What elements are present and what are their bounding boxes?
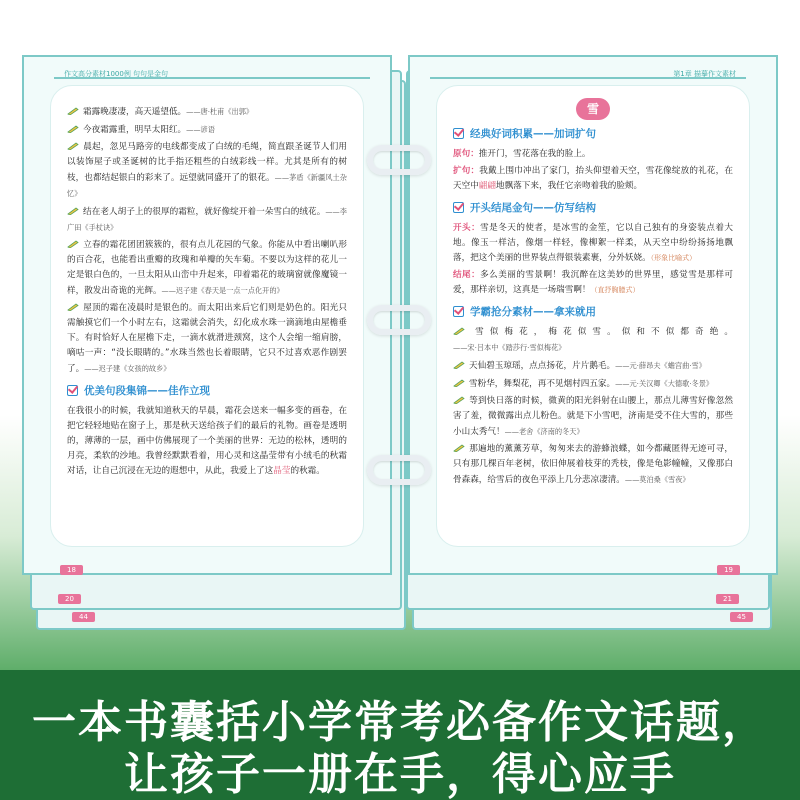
quote-item [67, 301, 347, 377]
label-original: 原句： [453, 149, 479, 159]
open-book [22, 55, 778, 595]
opening-text: 雪是冬天的使者，是冰雪的金笙，它以自己独有的身姿装点着大地。像玉一样洁，像烟一样轻，像柳絮一样柔，从天空中纷纷扬扬地飘落，把这个美丽的世界装点得银装素裹，分外妖娆。 [453, 223, 733, 263]
section-title-text: 优美句段集锦——佳作立现 [84, 385, 210, 397]
quote-item [67, 204, 347, 236]
item-source: ——李广田《手杖诀》 [67, 207, 347, 232]
page-number-44: 44 [72, 612, 95, 622]
section-title-text: 开头结尾金句——仿写结构 [470, 202, 596, 214]
item-text: 那遍地的薰薰芳草，匆匆来去的游蜂浪蝶，如今都藏匿得无迹可寻，只有那几棵百年老树，依旧伸展着枝芽的秃枝，像是龟影幢幢，又像那白骨森森，给雪后的夜色平添上几分悲凉凄清。 [453, 444, 733, 485]
item-source: ——茅盾《新疆风土杂忆》 [67, 173, 347, 198]
checkbox-icon [453, 306, 464, 317]
ending-text: 多么美丽的雪景啊！我沉醉在这美妙的世界里，感觉雪是那样可爱，那样亲切，这真是一场瑞雪啊！ [453, 270, 733, 295]
material-item [453, 376, 733, 392]
material-list [453, 325, 733, 488]
excerpt-highlight: 晶莹 [273, 466, 291, 476]
excerpt-text-post: 的秋霜。 [290, 466, 325, 476]
checkbox-icon [67, 385, 78, 396]
material-item [453, 358, 733, 374]
right-page-content [436, 85, 750, 547]
checkbox-icon [453, 128, 464, 139]
item-source: ——迟子建《春天是一点一点化开的》 [161, 286, 284, 295]
section-title-materials [453, 304, 733, 319]
page-number-20: 20 [58, 594, 81, 604]
binder-ring [367, 145, 431, 175]
material-item [453, 394, 733, 440]
item-text: 立春的霜花团团簇簇的，很有点儿花园的气象。你能从中看出喇叭形的百合花，也能看出重瓣的玫瑰和单瓣的矢车菊。不要以为这样的花儿一定是银白色的，一旦太阳从山峦中升起来，印着霜花的玻璃窗就像魔镜一样，散发出奇诡的光辉。 [67, 240, 347, 296]
pen-icon [453, 379, 465, 387]
opening-paragraph [453, 221, 733, 266]
item-source: ——莫泊桑《雪夜》 [624, 475, 690, 484]
page-number-21: 21 [716, 594, 739, 604]
pen-icon [67, 207, 79, 215]
original-text: 推开门，雪花落在我的脸上。 [478, 149, 591, 159]
pen-icon [453, 361, 465, 369]
quote-item [67, 238, 347, 299]
binder-ring [367, 455, 431, 485]
item-text: 雪似梅花，梅花似雪。似和不似都奇绝。 [469, 327, 733, 337]
original-sentence [453, 147, 733, 162]
paragraph-list [67, 104, 347, 377]
item-source: ——元·薛昂夫《蟾宫曲·雪》 [615, 361, 706, 370]
quote-item [67, 140, 347, 202]
item-text: 天仙碧玉琼瑶，点点扬花，片片鹅毛。 [469, 361, 616, 371]
checkbox-icon [453, 202, 464, 213]
quote-item [67, 122, 347, 138]
section-title-text: 经典好词积累——加词扩句 [470, 128, 596, 140]
pen-icon [453, 444, 465, 452]
material-item [453, 325, 733, 356]
label-ending: 结尾： [453, 270, 481, 280]
style-tag: （形象比喻式） [650, 254, 697, 262]
label-opening: 开头： [453, 223, 481, 233]
section-title-excerpts [67, 383, 347, 398]
item-text: 雪粉华，舞梨花，再不见烟村四五家。 [469, 379, 616, 389]
left-page-content [50, 85, 364, 547]
section-title-openings [453, 200, 733, 215]
page-number-45: 45 [730, 612, 753, 622]
excerpt-text-pre: 在我很小的时候，我就知道秋天的早晨，霜花会送来一幅多变的画卷，在把它轻轻地贴在窗子上，那是秋天送给孩子们的最后的礼物。画卷是透明的，薄薄的一层，画中仿佛展现了一个美丽的世界：无边的松林，透明的月亮，柔软的沙地。我曾经默默看着，用心灵和这晶莹带有小绒毛的秋霜对话，让自己沉浸在无边的遐想中，从此，我爱上了这 [67, 406, 347, 476]
item-source: ——宋·吕本中《踏莎行·雪似梅花》 [453, 343, 566, 352]
item-source: ——迟子建《女孩的故乡》 [84, 364, 171, 373]
item-text: 结在老人胡子上的很厚的霜粒，就好像绽开着一朵雪白的绒花。 [83, 207, 326, 217]
item-text: 等到快日落的时候，微黄的阳光斜射在山腰上，那点儿薄雪好像忽然害了羞，微微露出点儿粉色。就是下小雪吧，济南是受不住大雪的，那些小山太秀气！ [453, 396, 733, 437]
expanded-text-pre: 我戴上围巾冲出了家门，抬头仰望着天空，雪花像绽放的礼花，在天空中 [453, 166, 733, 191]
slogan-line-1: 一本书囊括小学常考必备作文话题， [32, 697, 768, 748]
expanded-text-post: 地飘落下来，我任它亲吻着我的脸颊。 [496, 181, 643, 191]
item-source: ——元·关汉卿《大德歌·冬景》 [615, 379, 714, 388]
left-page [22, 55, 392, 575]
binder-ring [367, 305, 431, 335]
quote-item [67, 104, 347, 120]
topic-badge: 雪 [576, 98, 610, 120]
item-text: 屋顶的霜在凌晨时是银色的。而太阳出来后它们则是奶色的。阳光只需触摸它们一个小时左右，这霜就会消失，幻化成水珠一滴滴地由屋檐垂下。有时恰好人在屋檐下走，一滴水就滑进颈窝，这个人会缩一缩肩膀，嘀咕一声：“没长眼睛的。”水珠当然也长着眼睛，它只不过喜欢恶作剧罢了。 [67, 303, 347, 374]
material-item [453, 442, 733, 488]
pen-icon [67, 240, 79, 248]
running-head-left: 作文高分素材1000例 句句是金句 [64, 70, 169, 78]
label-expanded: 扩句： [453, 166, 480, 176]
pen-icon [453, 327, 465, 335]
section-title-text: 学霸抢分素材——拿来就用 [470, 306, 596, 318]
ending-paragraph [453, 268, 733, 298]
expanded-sentence [453, 164, 733, 194]
page-number-19: 19 [717, 565, 740, 575]
page-number-18: 18 [60, 565, 83, 575]
style-tag: （直抒胸臆式） [590, 286, 640, 294]
item-source: ——唐·杜甫《出郭》 [186, 107, 254, 116]
item-text: 霜露晚凄凄，高天遥望低。 [83, 107, 187, 117]
item-text: 今夜霜露重，明早太阳红。 [83, 125, 187, 135]
pen-icon [67, 107, 79, 115]
right-page [408, 55, 778, 575]
expanded-highlight: 翩翩 [478, 181, 496, 191]
pen-icon [67, 142, 79, 150]
running-head-right: 第1章 描摹作文素材 [673, 70, 736, 78]
item-source: ——老舍《济南的冬天》 [504, 427, 584, 436]
item-source: ——谚语 [186, 125, 215, 134]
pen-icon [453, 396, 465, 404]
item-text: 晨起，忽见马路旁的电线都变成了白绒的毛绳，简直跟圣诞节人们用以装饰屋子或圣诞树的比手指还粗些的白绒彩线一样。尤其是所有的树枝，也都结起银白的彩来了。远望就同盛开了的银花。 [67, 142, 347, 183]
excerpt-paragraph [67, 404, 347, 479]
pen-icon [67, 125, 79, 133]
pen-icon [67, 303, 79, 311]
section-title-words [453, 126, 733, 141]
slogan-line-2: 让孩子一册在手，得心应手 [124, 749, 676, 800]
